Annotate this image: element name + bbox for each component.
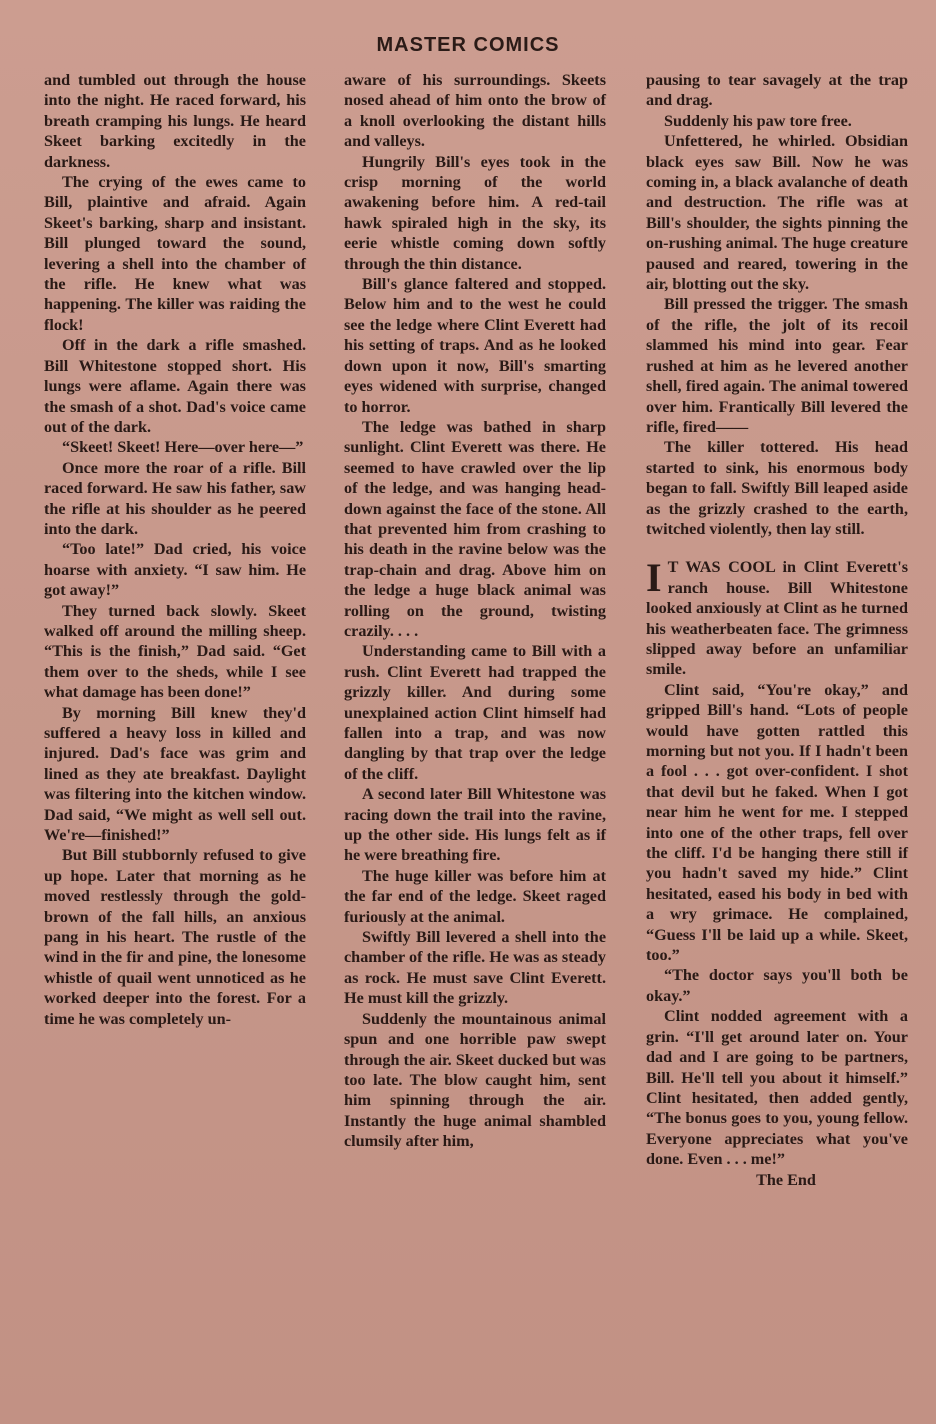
paragraph: Clint nodded agreement with a grin. “I'll get around later on. Your dad and I are going to be partners, Bill. He'll tell you about it himself.” Clint hesitated, then added gently, “The bonus goes to you, young fellow. Everyone appreciates what you've done. Even . . . me!”	[646, 1007, 908, 1169]
opening-text: T WAS COOL in Clint Everett's ranch house. Bill Whitestone looked anxiously at Clint as he turned his weatherbeaten face. The grimness slipped away before an unfamiliar smile.	[646, 558, 908, 679]
paragraph: A second later Bill Whitestone was racing down the trail into the ravine, up the other side. His lungs felt as if he were breathing fire.	[344, 785, 606, 865]
paragraph: Swiftly Bill levered a shell into the chamber of the rifle. He was as steady as rock. He must save Clint Everett. He must kill the grizzly.	[344, 928, 606, 1008]
text-column-1	[44, 70, 306, 1029]
text-column-2	[344, 70, 606, 1152]
paragraph: The killer tottered. His head started to sink, his enormous body began to fall. Swiftly Bill leaped aside as the grizzly crashed to the earth, twitched violently, then lay still.	[646, 438, 908, 538]
page-header: MASTER COMICS	[376, 34, 560, 56]
paragraph: Unfettered, he whirled. Obsidian black eyes saw Bill. Now he was coming in, a black avalanche of death and destruction. The rifle was at Bill's shoulder, the sights pinning the on-rushing animal. The huge creature paused and reared, towering in the air, blotting out the sky.	[646, 132, 908, 294]
paragraph: aware of his surroundings. Skeets nosed ahead of him onto the brow of a knoll overlooking the distant hills and valleys.	[344, 71, 606, 151]
paragraph: and tumbled out through the house into the night. He raced forward, his breath cramping his lungs. He heard Skeet barking excitedly in the darkness.	[44, 71, 306, 171]
paragraph: They turned back slowly. Skeet walked off around the milling sheep. “This is the finish,” Dad said. “Get them over to the sheds, while I see what damage has been done!”	[44, 601, 306, 702]
paragraph: Hungrily Bill's eyes took in the crisp morning of the world awakening before him. A red-tail hawk spiraled high in the sky, its eerie whistle coming down softly through the thin distance.	[344, 152, 606, 273]
paragraph: “The doctor says you'll both be okay.”	[646, 966, 908, 1005]
section-break	[646, 539, 908, 557]
the-end-label: The End	[756, 1170, 816, 1189]
paragraph: The ledge was bathed in sharp sunlight. Clint Everett was there. He seemed to have crawled over the lip of the ledge, and was hanging head-down against the face of the stone. All that prevented him from crashing to his death in the ravine below was the trap-chain and drag. Above him on the ledge a huge black animal was rolling on the ground, twisting crazily. . . .	[344, 417, 606, 640]
paragraph: Off in the dark a rifle smashed. Bill Whitestone stopped short. His lungs were aflame. Again there was the smash of a shot. Dad's voice came out of the dark.	[44, 336, 306, 436]
paragraph: Once more the roar of a rifle. Bill raced forward. He saw his father, saw the rifle at his shoulder as he peered into the dark.	[44, 458, 306, 538]
paragraph: The crying of the ewes came to Bill, plaintive and afraid. Again Skeet's barking, sharp and insistant. Bill plunged toward the sound, levering a shell into the chamber of the rifle. He knew what was happening. The killer was raiding the flock!	[44, 173, 306, 334]
paragraph: Suddenly the mountainous animal spun and one horrible paw swept through the air. Skeet ducked but was too late. The blow caught him, sent him spinning through the air. Instantly the huge animal shambled clumsily after him,	[344, 1009, 606, 1151]
section-opening-paragraph	[646, 557, 908, 679]
text-column-3	[646, 70, 908, 1190]
paragraph: “Skeet! Skeet! Here—over here—”	[62, 438, 304, 457]
paragraph: The huge killer was before him at the far end of the ledge. Skeet raged furiously at the animal.	[344, 866, 606, 926]
paragraph: By morning Bill knew they'd suffered a heavy loss in killed and injured. Dad's face was grim and lined as they ate breakfast. Daylight was filtering into the kitchen window. Dad said, “We might as well sell out. We're—finished!”	[44, 703, 306, 845]
paragraph: pausing to tear savagely at the trap and drag.	[646, 71, 908, 110]
paragraph: Suddenly his paw tore free.	[664, 111, 852, 130]
paragraph: Understanding came to Bill with a rush. Clint Everett had trapped the grizzly killer. And during some unexplained action Clint himself had fallen into a trap, and was now dangling by that trap over the ledge of the cliff.	[344, 642, 606, 783]
paragraph: Clint said, “You're okay,” and gripped Bill's hand. “Lots of people would have gotten rattled this morning but not you. If I hadn't been a fool . . . got over-confident. I shot that devil but he faked. When I got near him he went for me. I stepped into one of the other traps, fell over the cliff. I'd be hanging there still if you hadn't saved my hide.” Clint hesitated, eased his body in bed with a wry grimace. He complained, “Guess I'll be laid up a while. Skeet, too.”	[646, 680, 908, 965]
paragraph: Bill pressed the trigger. The smash of the rifle, the jolt of its recoil slammed his mind into gear. Fear rushed at him as he levered another shell, fired again. The animal towered over him. Frantically Bill levered the rifle, fired——	[646, 295, 908, 436]
drop-cap: I	[646, 555, 662, 601]
paragraph: But Bill stubbornly refused to give up hope. Later that morning as he moved restlessly through the gold-brown of the fall hills, an anxious pang in his heart. The rustle of the wind in the fir and pine, the lonesome whistle of quail went unnoticed as he worked deeper into the forest. For a time he was completely un-	[44, 846, 306, 1028]
paragraph: Bill's glance faltered and stopped. Below him and to the west he could see the ledge where Clint Everett had his setting of traps. And as he looked down upon it now, Bill's smarting eyes widened with surprise, changed to horror.	[344, 275, 606, 416]
paragraph: “Too late!” Dad cried, his voice hoarse with anxiety. “I saw him. He got away!”	[44, 540, 306, 600]
